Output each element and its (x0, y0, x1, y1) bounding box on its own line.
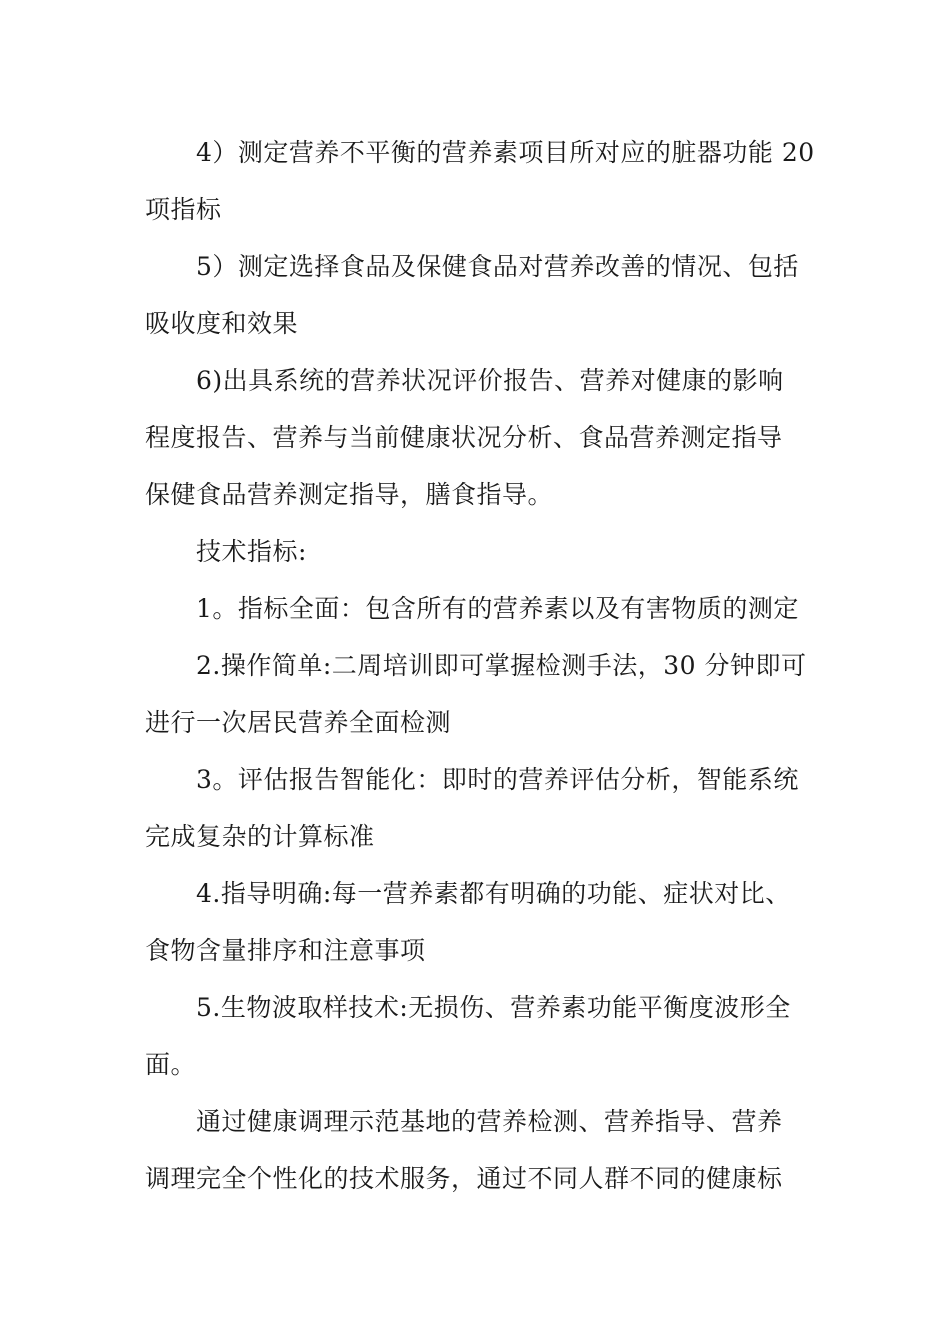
text-line-18: 通过健康调理示范基地的营养检测、营养指导、营养 (196, 1107, 783, 1136)
text-line-11: 进行一次居民营养全面检测 (145, 708, 452, 737)
text-line-1: 4）测定营养不平衡的营养素项目所对应的脏器功能 20 (196, 138, 815, 167)
text-line-4: 吸收度和效果 (145, 309, 299, 338)
text-line-17: 面。 (145, 1050, 197, 1079)
text-line-15: 食物含量排序和注意事项 (145, 936, 426, 965)
text-line-3: 5）测定选择食品及保健食品对营养改善的情况、包括 (196, 252, 799, 281)
text-line-14: 4.指导明确:每一营养素都有明确的功能、症状对比、 (196, 879, 791, 908)
text-line-10: 2.操作简单:二周培训即可掌握检测手法，30 分钟即可 (196, 651, 807, 680)
text-line-16: 5.生物波取样技术:无损伤、营养素功能平衡度波形全 (196, 993, 791, 1022)
text-line-9: 1。指标全面：包含所有的营养素以及有害物质的测定 (196, 594, 799, 623)
text-line-19: 调理完全个性化的技术服务，通过不同人群不同的健康标 (145, 1164, 783, 1193)
text-line-8: 技术指标: (196, 537, 307, 566)
text-line-6: 程度报告、营养与当前健康状况分析、食品营养测定指导 (145, 423, 783, 452)
text-line-5: 6)出具系统的营养状况评价报告、营养对健康的影响 (196, 366, 784, 395)
text-line-7: 保健食品营养测定指导，膳食指导。 (145, 480, 554, 509)
text-line-13: 完成复杂的计算标准 (145, 822, 375, 851)
text-line-12: 3。评估报告智能化：即时的营养评估分析，智能系统 (196, 765, 799, 794)
text-line-2: 项指标 (145, 195, 222, 224)
